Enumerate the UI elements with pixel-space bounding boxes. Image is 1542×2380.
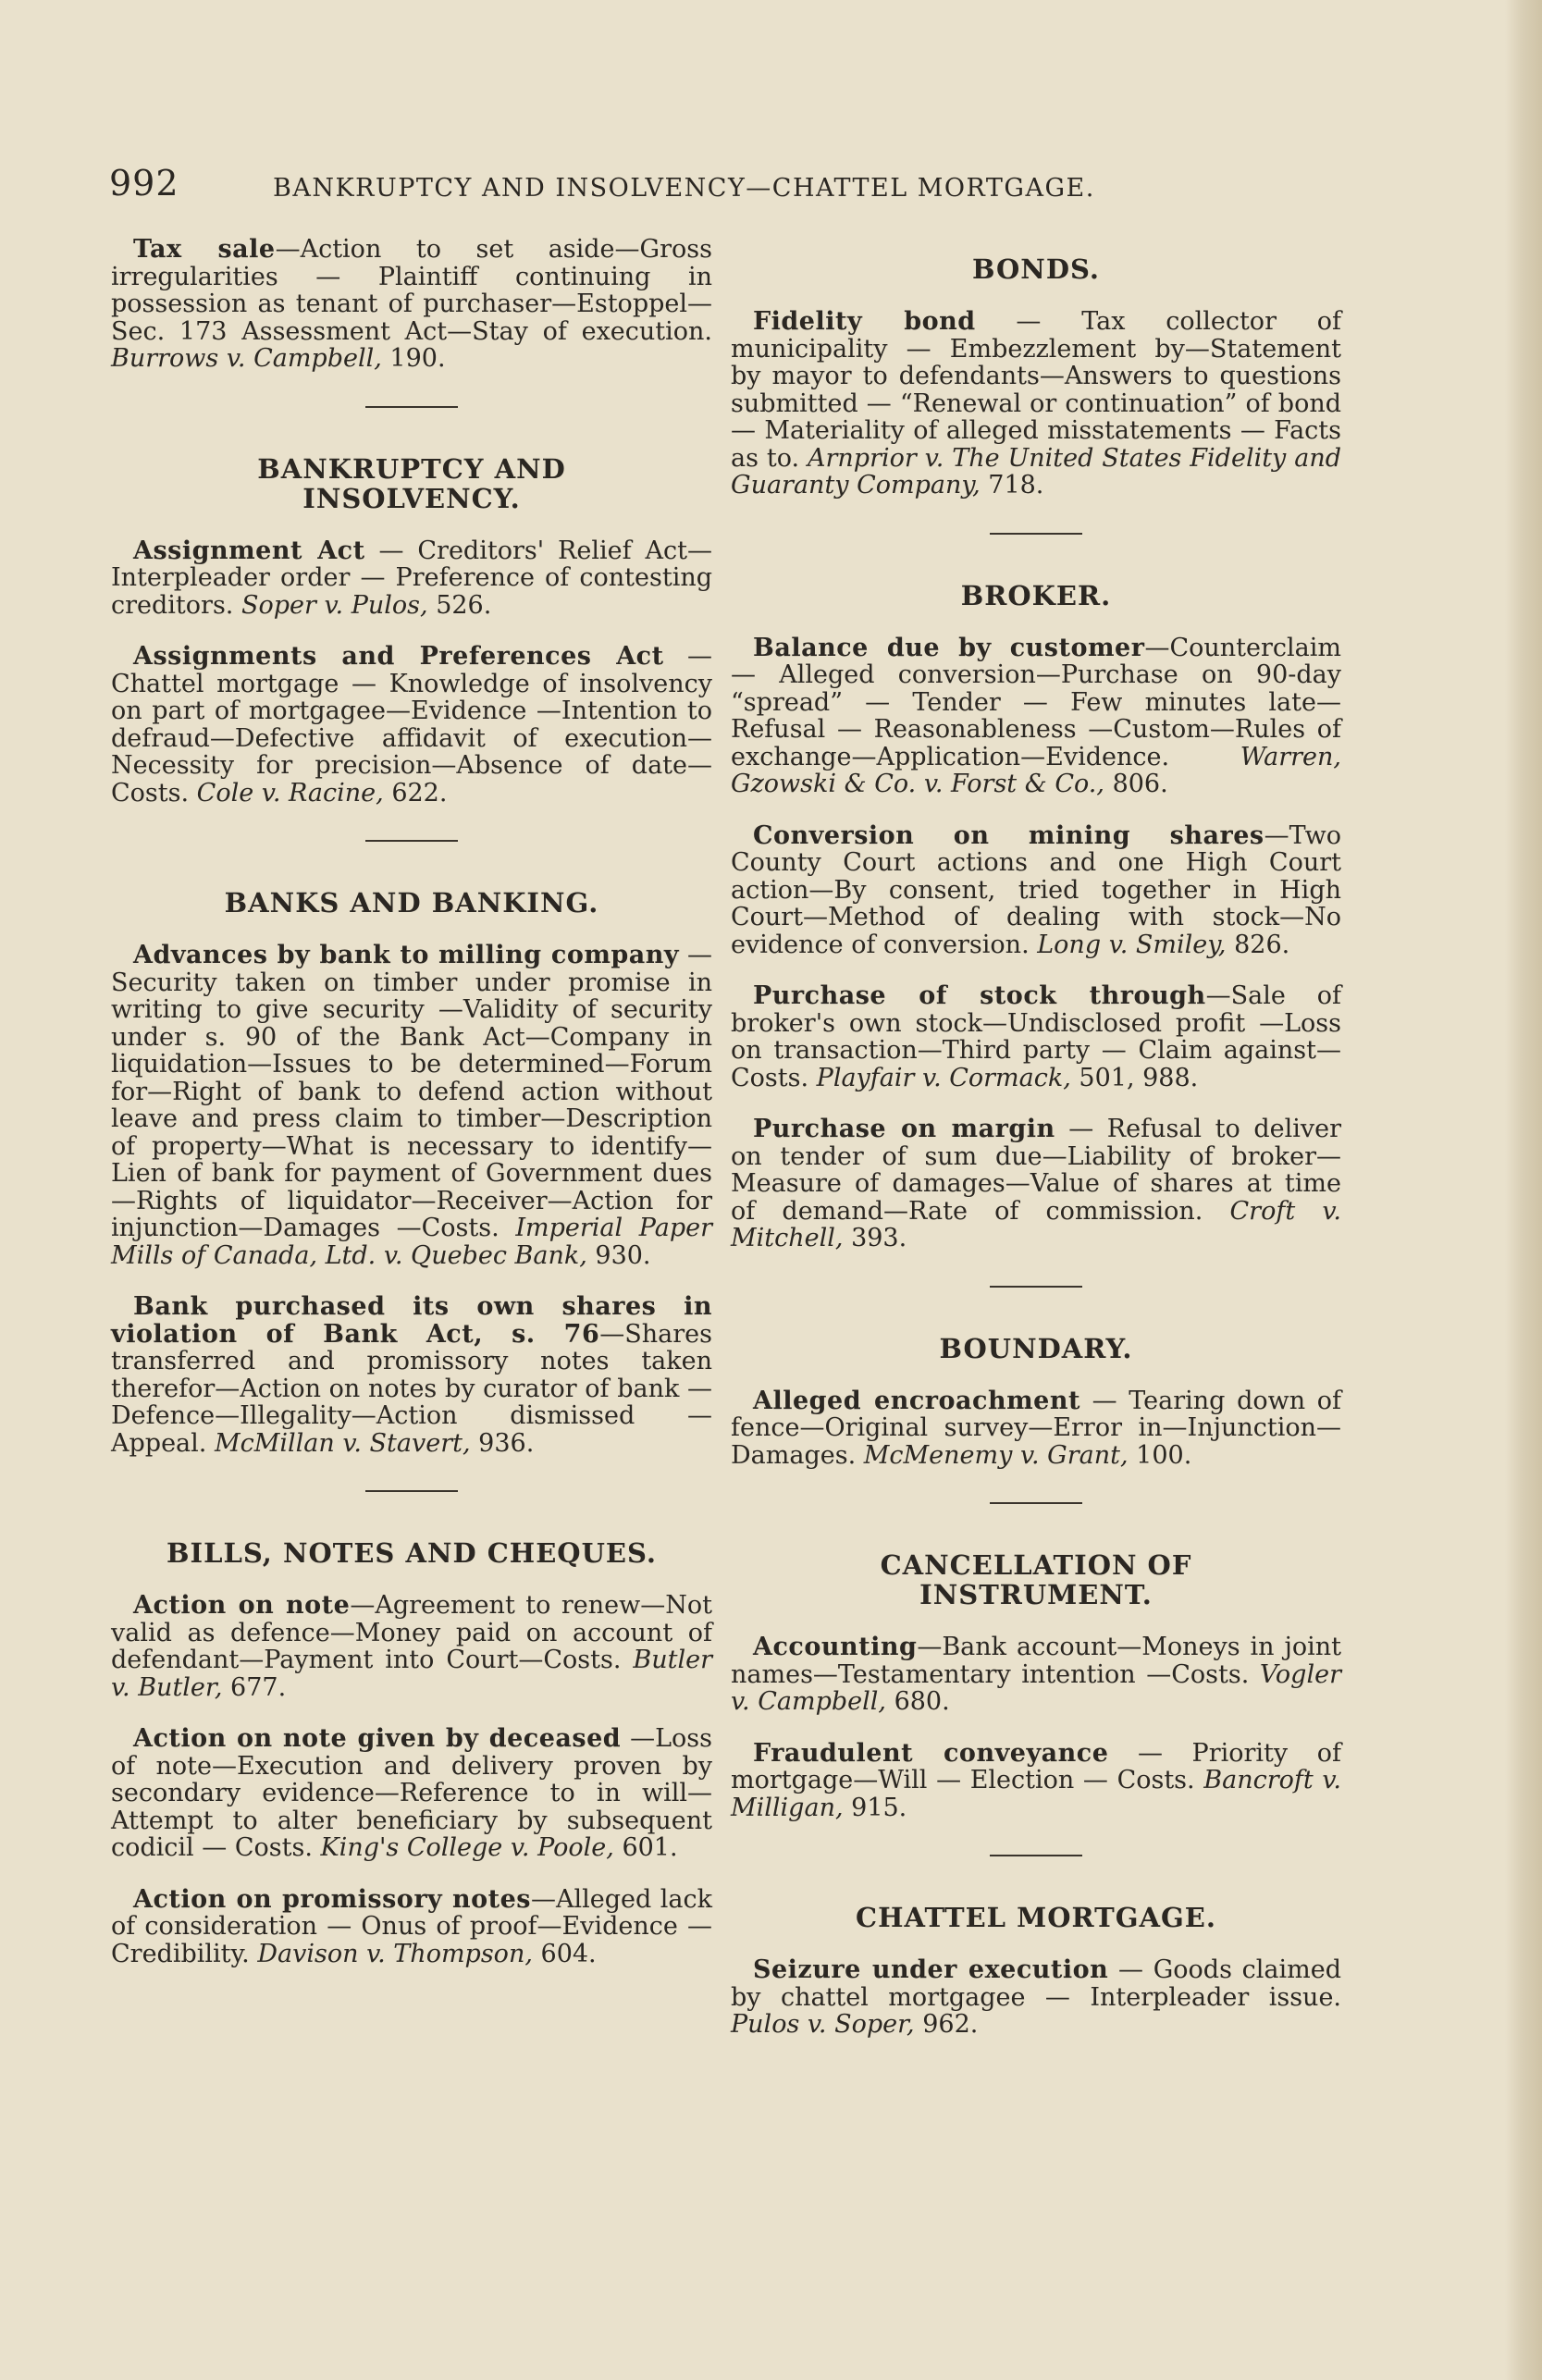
index-entry: [731, 635, 1341, 798]
section-divider: [365, 840, 458, 842]
index-entry: [731, 308, 1341, 499]
index-entry: [731, 1956, 1341, 2039]
index-entry: [111, 537, 712, 620]
index-entry: [731, 1634, 1341, 1716]
index-entry: [731, 982, 1341, 1091]
entry-body: — Tearing down of fence—Original survey—Error in—Injunction—Damages.: [731, 1386, 1341, 1470]
entry-body: — Security taken on timber under promise in writing to give security —Validity of security under s. 90 of the Bank Act—Company in liquidation—Issues to be determined—Forum for—Right of bank to defend action without leave and press claim to timber—Description of property—What is necessary to identify—Lien of bank for payment of Government dues—Rights of liquidator—Receiver—Action for injunction—Damages —Costs.: [111, 941, 712, 1242]
entry-case: McMenemy v. Grant,: [863, 1440, 1129, 1470]
section-divider: [365, 406, 458, 408]
entry-case: Pulos v. Soper,: [731, 2010, 915, 2039]
entry-case: Burrows v. Campbell,: [111, 344, 382, 373]
section-divider: [990, 1502, 1082, 1504]
entry-lead: Seizure under execution: [753, 1955, 1109, 1984]
entry-lead: Tax sale: [133, 235, 276, 264]
index-entry: [111, 1886, 712, 1968]
entry-lead: Action on promissory notes: [133, 1884, 532, 1914]
entry-page: 718.: [988, 471, 1044, 499]
section-heading: BROKER.: [960, 579, 1112, 611]
entry-page: 962.: [922, 2010, 979, 2039]
entry-case: Arnprior v. The United States Fidelity and Guaranty Company,: [731, 443, 1341, 499]
entry-case: Croft v. Mitchell,: [731, 1196, 1341, 1252]
entry-lead: Assignments and Preferences Act: [133, 642, 664, 671]
section-heading: BILLS, NOTES AND CHEQUES.: [167, 1537, 657, 1569]
index-entry: [111, 1592, 712, 1701]
entry-page: 806.: [1112, 770, 1168, 798]
entry-lead: Fraudulent conveyance: [753, 1738, 1109, 1768]
entry-page: 393.: [851, 1224, 907, 1252]
entry-case: Vogler v. Campbell,: [731, 1659, 1341, 1716]
index-entry: [731, 1387, 1341, 1470]
section-heading: BANKRUPTCY AND INSOLVENCY.: [257, 452, 566, 514]
right-column: [731, 236, 1341, 2063]
section-divider: [365, 1490, 458, 1492]
entry-body: —Counterclaim — Alleged conversion—Purchase on 90-day “spread” — Tender — Few minutes late—Refusal — Reasonableness —Custom—Rules of exchange—Application—Evidence.: [731, 633, 1341, 771]
entry-lead: Alleged encroachment: [753, 1386, 1080, 1415]
entry-page: 622.: [391, 778, 448, 808]
running-head: BANKRUPTCY AND INSOLVENCY—CHATTEL MORTGAGE.: [273, 174, 1095, 203]
entry-lead: Purchase on margin: [753, 1115, 1055, 1143]
entry-page: 826.: [1234, 930, 1290, 959]
entry-case: Cole v. Racine,: [196, 778, 384, 808]
entry-case: Long v. Smiley,: [1037, 930, 1227, 959]
section-heading: BOUNDARY.: [939, 1332, 1133, 1364]
entry-body: —Agreement to renew—Not valid as defence—Money paid on account of defendant—Payment into Court—Costs.: [111, 1591, 712, 1674]
entry-case: McMillan v. Stavert,: [214, 1428, 471, 1458]
entry-page: 915.: [851, 1793, 907, 1822]
entry-case: Playfair v. Cormack,: [816, 1063, 1071, 1092]
entry-body: — Tax collector of municipality — Embezzlement by—Statement by mayor to defendants—Answers to questions submitted — “Renewal or continuation” of bond — Materiality of alleged misstatements — Facts as to.: [731, 307, 1341, 473]
entry-case: King's College v. Poole,: [320, 1833, 614, 1862]
entry-body: — Priority of mortgage—Will — Election — Costs.: [731, 1738, 1341, 1794]
section-heading: CANCELLATION OF INSTRUMENT.: [880, 1549, 1192, 1610]
entry-body: —Loss of note—Execution and delivery proven by secondary evidence—Reference to in will—Attempt to alter beneficiary by subsequent codicil — Costs.: [111, 1724, 713, 1862]
entry-page: 604.: [540, 1939, 597, 1968]
entry-case: Imperial Paper Mills of Canada, Ltd. v. Quebec Bank,: [111, 1214, 712, 1270]
index-entry: [111, 1293, 712, 1457]
entry-case: Davison v. Thompson,: [257, 1939, 533, 1968]
left-column: [111, 236, 712, 1992]
entry-body: —Sale of broker's own stock—Undisclosed profit —Loss on transaction—Third party — Claim against—Costs.: [731, 981, 1341, 1092]
section-heading: CHATTEL MORTGAGE.: [856, 1902, 1216, 1933]
index-entry: [111, 236, 712, 373]
entry-page: 936.: [478, 1428, 535, 1458]
entry-page: 601.: [622, 1833, 678, 1862]
entry-body: —Action to set aside—Gross irregularities — Plaintiff continuing in possession as tenant of purchaser—Estoppel—Sec. 173 Assessment Act—Stay of execution.: [111, 235, 712, 346]
entry-page: 190.: [389, 344, 446, 373]
entry-lead: Balance due by customer: [753, 633, 1145, 662]
entry-page: 930.: [595, 1240, 651, 1270]
entry-lead: Purchase of stock through: [753, 981, 1206, 1010]
entry-body: —Bank account—Moneys in joint names—Testamentary intention —Costs.: [731, 1633, 1341, 1689]
entry-page: 677.: [230, 1672, 287, 1702]
index-entry: [731, 1116, 1341, 1252]
entry-lead: Action on note: [133, 1591, 351, 1620]
section-divider: [990, 1286, 1082, 1288]
entry-lead: Advances by bank to milling company: [133, 941, 680, 969]
entry-body: — Refusal to deliver on tender of sum due—Liability of broker—Measure of damages—Value of shares at time of demand—Rate of commission.: [731, 1115, 1341, 1226]
section-heading: BONDS.: [972, 253, 1100, 285]
entry-lead: Assignment Act: [133, 536, 365, 565]
entry-page: 501, 988.: [1079, 1063, 1199, 1092]
entry-body: —Two County Court actions and one High Court action—By consent, tried together in High Court—Method of dealing with stock—No evidence of conversion.: [731, 820, 1341, 959]
index-entry: [111, 942, 712, 1269]
page-edge: [1505, 0, 1542, 2380]
section-divider: [990, 1855, 1082, 1856]
entry-body: —Alleged lack of consideration — Onus of proof—Evidence — Credibility.: [111, 1884, 712, 1968]
entry-case: Bancroft v. Milligan,: [731, 1766, 1341, 1822]
entry-lead: Conversion on mining shares: [753, 820, 1264, 850]
entry-body: — Goods claimed by chattel mortgagee — Interpleader issue.: [731, 1955, 1341, 2012]
entry-case: Warren, Gzowski & Co. v. Forst & Co.,: [731, 742, 1341, 798]
entry-case: Soper v. Pulos,: [241, 590, 428, 620]
entry-lead: Accounting: [753, 1633, 918, 1661]
index-entry: [111, 643, 712, 807]
entry-body: — Creditors' Relief Act—Interpleader order — Preference of contesting creditors.: [111, 536, 712, 620]
entry-lead: Fidelity bond: [753, 307, 976, 336]
entry-lead: Action on note given by deceased: [133, 1724, 622, 1753]
index-entry: [731, 1740, 1341, 1822]
page-number: 992: [109, 163, 179, 203]
entry-lead: Bank purchased its own shares in violation of Bank Act, s. 76: [111, 1292, 712, 1349]
entry-page: 100.: [1136, 1440, 1192, 1470]
entry-case: Butler v. Butler,: [111, 1646, 712, 1702]
entry-body: —Chattel mortgage — Knowledge of insolvency on part of mortgagee—Evidence —Intention to defraud—Defective affidavit of execution—Necessity for precision—Absence of date—Costs.: [111, 642, 712, 808]
index-entry: [111, 1725, 712, 1862]
entry-body: —Shares transferred and promissory notes taken therefor—Action on notes by curator of bank — Defence—Illegality—Action dismissed — Appeal.: [111, 1319, 712, 1458]
entry-page: 680.: [894, 1687, 950, 1716]
section-heading: BANKS AND BANKING.: [224, 887, 599, 919]
entry-page: 526.: [436, 590, 492, 620]
section-divider: [990, 533, 1082, 535]
index-entry: [731, 822, 1341, 959]
